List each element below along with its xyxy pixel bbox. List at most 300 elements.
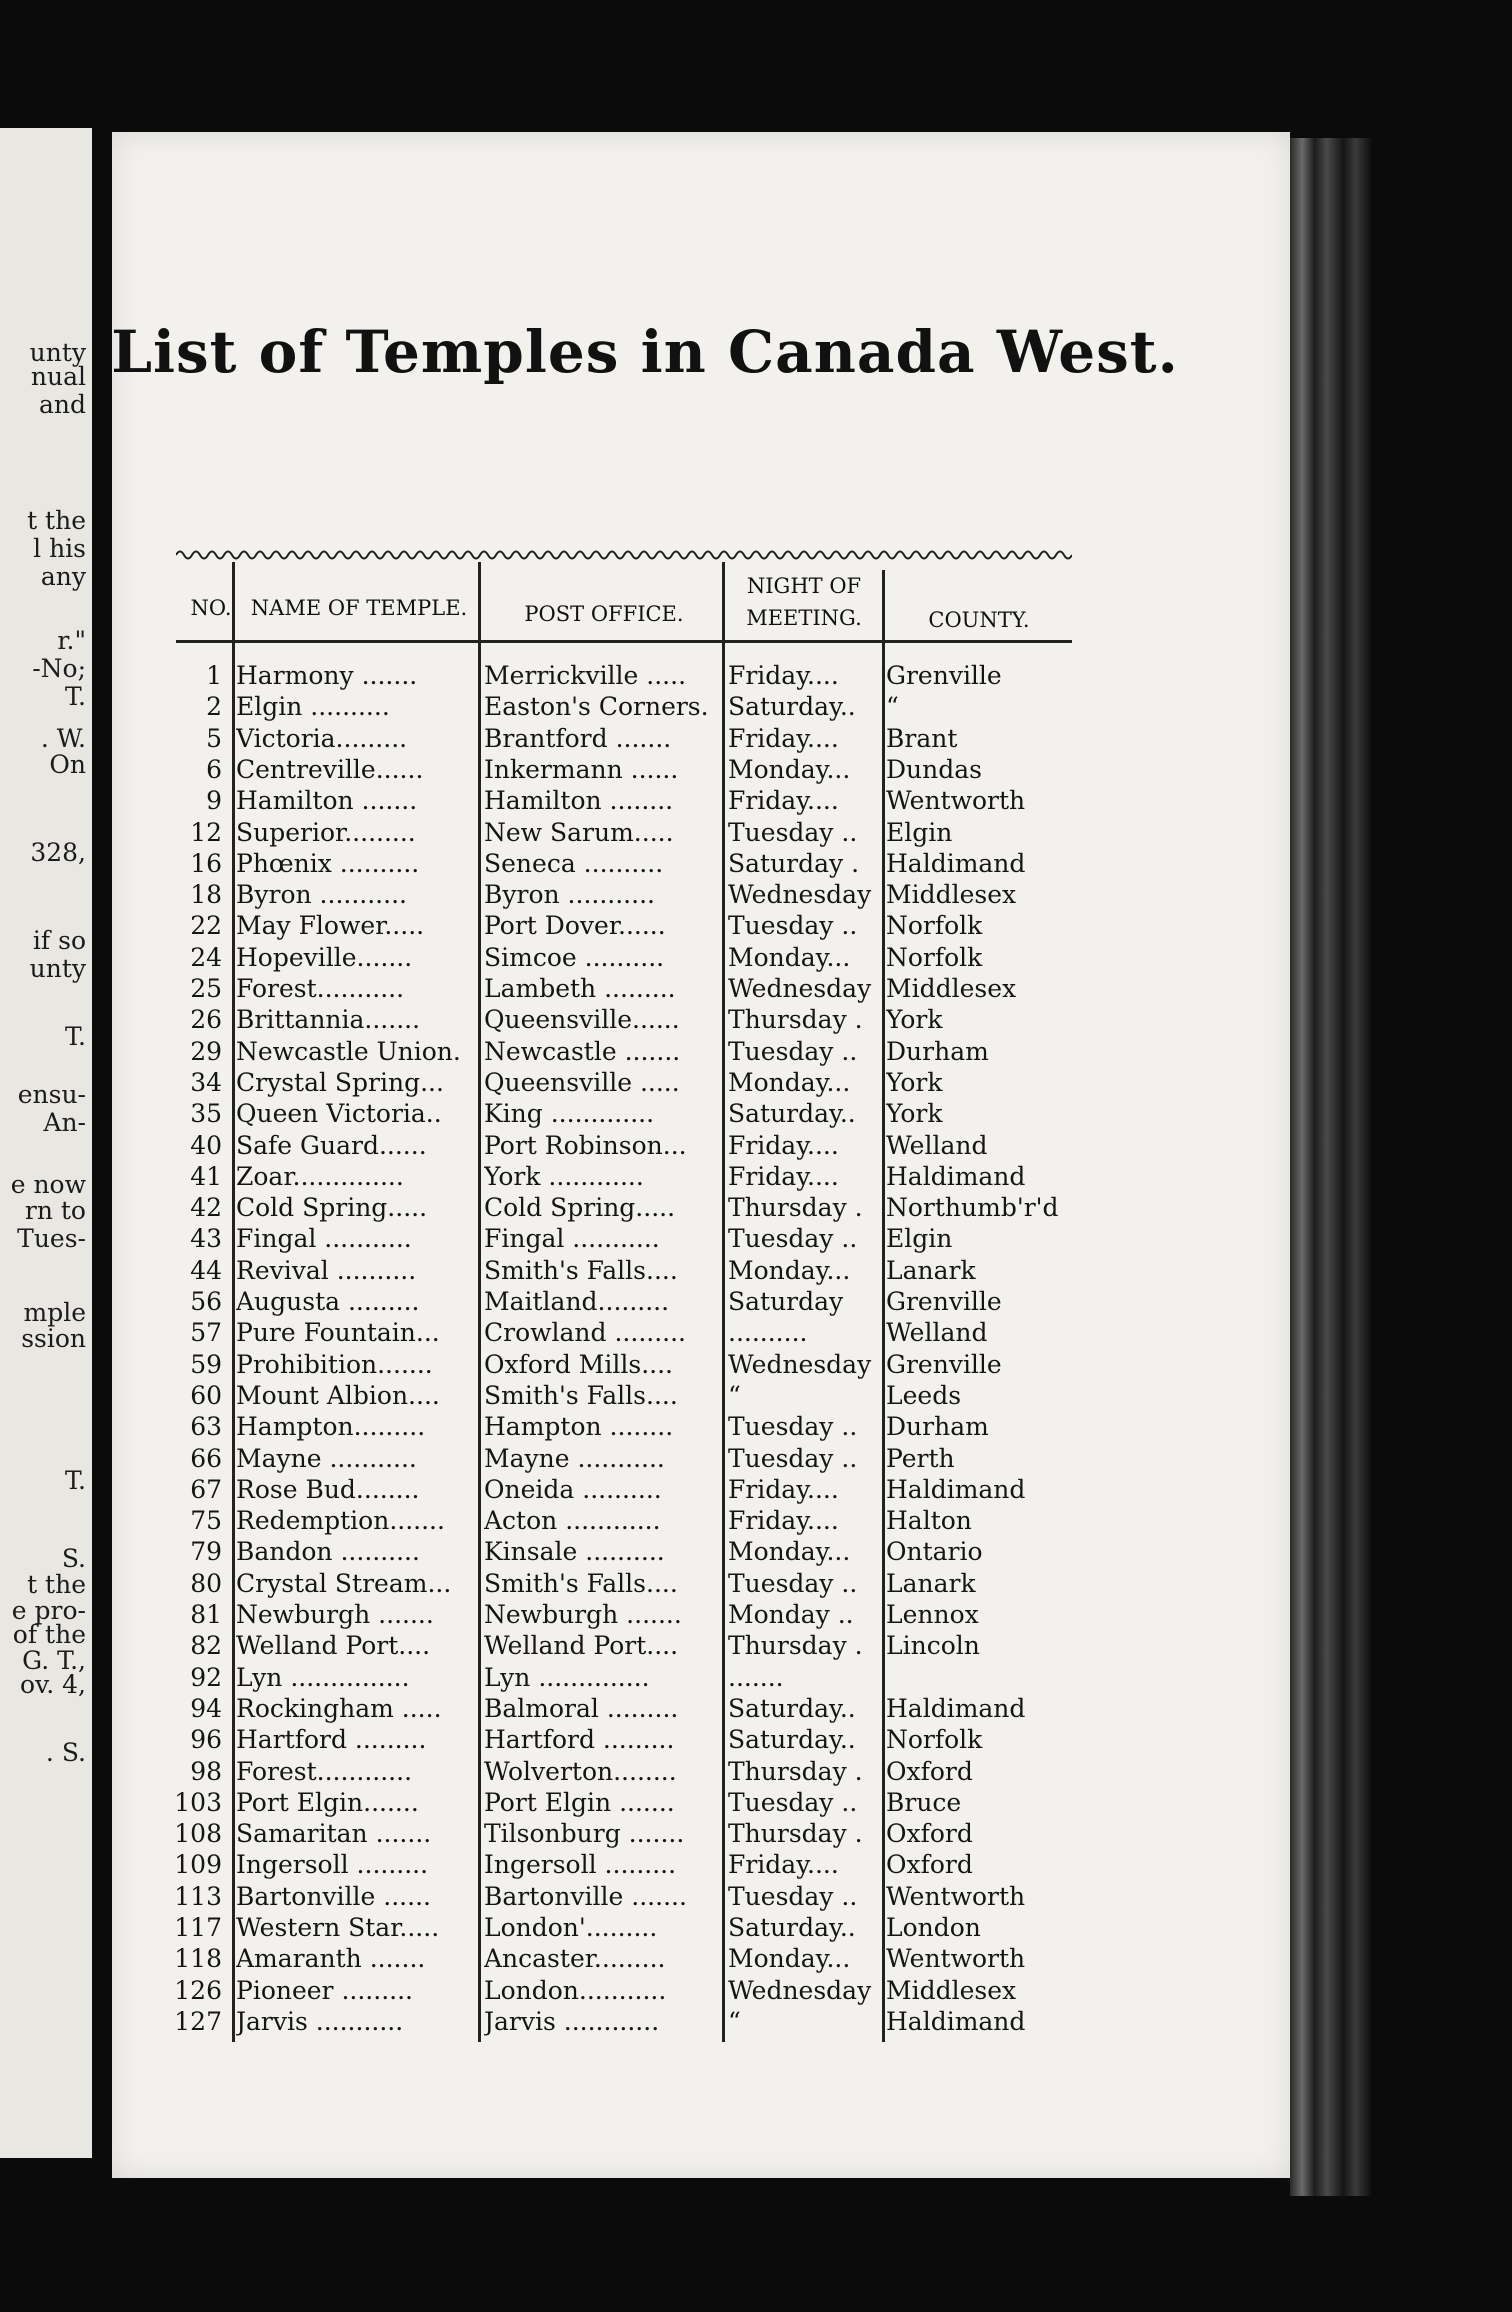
header-rule [176, 640, 1072, 643]
temple-name: Forest........... [236, 974, 405, 1003]
county: Lincoln [886, 1631, 980, 1661]
temple-number: 66 [190, 1443, 222, 1473]
temple-number: 60 [190, 1380, 222, 1410]
post-office: Bartonville ....... [484, 1881, 687, 1911]
temple-name: Safe Guard...... [236, 1130, 427, 1160]
temple-number: 98 [190, 1756, 222, 1786]
table-row [0, 660, 1300, 691]
table-row [0, 1536, 1300, 1567]
table-row [0, 942, 1300, 973]
county: Durham [886, 1412, 989, 1442]
table-row [0, 879, 1300, 910]
temple-number: 63 [190, 1412, 222, 1442]
temple-name: Samaritan ....... [236, 1819, 432, 1849]
meeting-night: Monday... [728, 754, 851, 784]
temple-number: 1 [206, 661, 222, 690]
temple-name: Rose Bud........ [236, 1474, 420, 1504]
temple-number: 24 [190, 942, 222, 972]
post-office: Newburgh ....... [484, 1600, 682, 1629]
left-page-text-line: 328, [30, 838, 86, 867]
post-office: Easton's Corners. [484, 692, 709, 722]
left-page-text-line: An- [43, 1108, 86, 1137]
meeting-night: Tuesday .. [728, 1443, 858, 1473]
meeting-night: Friday.... [728, 1474, 839, 1504]
table-row [0, 1130, 1300, 1161]
table-row [0, 1943, 1300, 1974]
temple-number: 81 [190, 1600, 222, 1629]
post-office: Seneca .......... [484, 848, 664, 878]
meeting-night: Tuesday .. [728, 1787, 858, 1817]
table-row [0, 1255, 1300, 1286]
temple-number: 5 [206, 723, 222, 753]
table-row [0, 1223, 1300, 1254]
left-page-text-line: T. [65, 1466, 86, 1495]
header-night-line1: NIGHT OF [746, 574, 862, 598]
left-page-text-line: T. [65, 1022, 86, 1051]
temple-name: Victoria......... [236, 723, 408, 753]
temple-number: 18 [190, 880, 222, 910]
post-office: Queensville ..... [484, 1067, 680, 1097]
table-row [0, 1787, 1300, 1818]
meeting-night: Friday.... [728, 1850, 839, 1880]
left-page-text-line: mple [23, 1298, 86, 1327]
temple-number: 2 [206, 692, 222, 722]
temple-name: May Flower..... [236, 911, 425, 941]
temple-number: 43 [190, 1224, 222, 1254]
county: Halton [886, 1506, 972, 1536]
temple-number: 44 [190, 1255, 222, 1285]
post-office: Byron ........... [484, 880, 655, 910]
temple-name: Newcastle Union. [236, 1036, 461, 1066]
post-office: Smith's Falls.... [484, 1568, 678, 1598]
left-page-text-line: unty [29, 954, 86, 983]
temple-number: 80 [190, 1568, 222, 1598]
meeting-night: Friday.... [728, 1130, 839, 1160]
post-office: Port Dover...... [484, 911, 666, 941]
left-page-text-line: any [40, 562, 86, 591]
meeting-night: Saturday.. [728, 1913, 856, 1942]
temple-number: 118 [174, 1944, 222, 1974]
header-night-line2: MEETING. [746, 606, 862, 630]
temple-name: Crystal Stream... [236, 1568, 452, 1598]
county: Norfolk [886, 911, 983, 941]
post-office: Lyn .............. [484, 1662, 650, 1692]
meeting-night: Tuesday .. [728, 817, 858, 847]
meeting-night: “ [728, 1380, 741, 1410]
post-office: London'......... [484, 1913, 658, 1942]
temple-name: Augusta ......... [236, 1287, 420, 1316]
left-page-text-line: r." [57, 626, 86, 655]
meeting-night: Monday... [728, 1067, 851, 1097]
temple-number: 96 [190, 1725, 222, 1755]
temple-name: Harmony ....... [236, 661, 418, 690]
table-row [0, 2006, 1300, 2037]
post-office: Crowland ......... [484, 1318, 687, 1348]
table-row [0, 1380, 1300, 1411]
post-office: Port Robinson... [484, 1130, 687, 1160]
post-office: Kinsale .......... [484, 1537, 665, 1567]
meeting-night: Saturday.. [728, 1693, 856, 1723]
county: York [886, 1005, 943, 1035]
county: Middlesex [886, 880, 1017, 910]
meeting-night: Tuesday .. [728, 1224, 858, 1254]
meeting-night: Saturday.. [728, 1725, 856, 1755]
county: Lanark [886, 1568, 976, 1598]
temple-number: 127 [174, 2006, 222, 2036]
meeting-night: Saturday.. [728, 1099, 856, 1129]
meeting-night: Saturday [728, 1287, 844, 1316]
meeting-night: Thursday . [728, 1193, 863, 1223]
temple-name: Mount Albion.... [236, 1380, 440, 1410]
county: Oxford [886, 1850, 973, 1880]
temple-number: 109 [174, 1850, 222, 1880]
temple-name: Queen Victoria.. [236, 1099, 442, 1129]
temple-number: 94 [190, 1693, 222, 1723]
table-row [0, 1596, 1300, 1630]
county: Middlesex [886, 974, 1017, 1003]
meeting-night: Thursday . [728, 1756, 863, 1786]
county: Welland [886, 1318, 988, 1348]
meeting-night: .......... [728, 1318, 808, 1348]
county: Norfolk [886, 1725, 983, 1755]
post-office: Tilsonburg ....... [484, 1819, 685, 1849]
table-row [0, 973, 1300, 1004]
meeting-night: Thursday . [728, 1819, 863, 1849]
temple-number: 103 [174, 1787, 222, 1817]
table-row [0, 785, 1300, 816]
page-title: List of Temples in Canada West. [111, 318, 1179, 386]
meeting-night: Saturday . [728, 848, 860, 878]
header-no: NO. [190, 596, 232, 620]
left-page-text-line: On [49, 750, 86, 779]
temple-number: 57 [190, 1318, 222, 1348]
temple-number: 16 [190, 848, 222, 878]
temple-number: 41 [190, 1161, 222, 1191]
meeting-night: Tuesday .. [728, 911, 858, 941]
temple-name: Port Elgin....... [236, 1787, 419, 1817]
county: Haldimand [886, 1693, 1026, 1723]
county: Dundas [886, 754, 982, 784]
table-row [0, 1098, 1300, 1129]
county: Elgin [886, 1224, 953, 1254]
post-office: Cold Spring..... [484, 1193, 676, 1223]
temple-name: Cold Spring..... [236, 1193, 428, 1223]
temple-number: 113 [174, 1881, 222, 1911]
county: Ontario [886, 1537, 983, 1567]
temple-name: Forest............ [236, 1756, 413, 1786]
temple-name: Amaranth ....... [236, 1944, 426, 1974]
post-office: Lambeth ......... [484, 974, 676, 1003]
post-office: New Sarum..... [484, 817, 674, 847]
temple-name: Rockingham ..... [236, 1693, 442, 1723]
county: Haldimand [886, 1161, 1026, 1191]
table-row [0, 1036, 1300, 1067]
table-row [0, 1349, 1300, 1380]
temple-name: Mayne ........... [236, 1443, 417, 1473]
post-office: Hamilton ........ [484, 786, 674, 816]
temple-name: Pure Fountain... [236, 1318, 440, 1348]
meeting-night: Monday... [728, 1255, 851, 1285]
temple-name: Hartford ......... [236, 1725, 427, 1755]
temple-name: Phœnix .......... [236, 848, 420, 878]
county: Welland [886, 1130, 988, 1160]
temple-number: 6 [206, 754, 222, 784]
county: “ [886, 692, 899, 722]
left-page-text-line: of the [12, 1620, 86, 1649]
temple-name: Centreville...... [236, 754, 424, 784]
post-office: Newcastle ....... [484, 1036, 681, 1066]
left-page-text-line: G. T., [22, 1646, 86, 1675]
left-page-text-line: e pro- [11, 1596, 86, 1625]
left-page-text-line: e now [10, 1170, 86, 1199]
temple-number: 12 [190, 817, 222, 847]
meeting-night: “ [728, 2006, 741, 2036]
table-row [0, 1004, 1300, 1035]
county: Wentworth [886, 786, 1026, 816]
county: Grenville [886, 661, 1002, 690]
meeting-night: Wednesday [728, 880, 872, 910]
post-office: Mayne ........... [484, 1443, 665, 1473]
meeting-night: Monday... [728, 1537, 851, 1567]
table-row [0, 1067, 1300, 1098]
temple-name: Elgin .......... [236, 692, 390, 722]
post-office: Balmoral ......... [484, 1693, 679, 1723]
post-office: Welland Port.... [484, 1631, 679, 1661]
meeting-night: Monday... [728, 1944, 851, 1974]
temple-number: 9 [206, 786, 222, 816]
left-page-text-line: nual [30, 362, 86, 391]
left-page-text-line: and [38, 390, 86, 419]
meeting-night: Friday.... [728, 786, 839, 816]
post-office: Smith's Falls.... [484, 1380, 678, 1410]
temple-name: Ingersoll ......... [236, 1850, 429, 1880]
temple-name: Prohibition....... [236, 1349, 433, 1379]
table-row [0, 1443, 1300, 1474]
county: Wentworth [886, 1944, 1026, 1974]
left-page-text-line: S. [61, 1544, 86, 1573]
county: Leeds [886, 1380, 962, 1410]
county: Grenville [886, 1349, 1002, 1379]
county: Lennox [886, 1600, 979, 1629]
county: York [886, 1067, 943, 1097]
temple-name: Byron ........... [236, 880, 407, 910]
county: Elgin [886, 817, 953, 847]
meeting-night: Wednesday [728, 1349, 872, 1379]
table-row [0, 1975, 1300, 2006]
temple-number: 92 [190, 1662, 222, 1692]
meeting-night: Tuesday .. [728, 1412, 858, 1442]
post-office: Ancaster......... [484, 1944, 666, 1974]
left-page-text-line: . S. [45, 1738, 86, 1767]
temple-name: Hopeville....... [236, 942, 413, 972]
post-office: York ............ [484, 1161, 644, 1191]
post-office: Jarvis ............ [484, 2006, 660, 2036]
meeting-night: Wednesday [728, 974, 872, 1003]
temple-name: Newburgh ....... [236, 1600, 434, 1629]
meeting-night: Tuesday .. [728, 1881, 858, 1911]
temple-name: Bartonville ...... [236, 1881, 431, 1911]
temple-number: 126 [174, 1975, 222, 2005]
temple-number: 56 [190, 1287, 222, 1316]
temple-name: Fingal ........... [236, 1224, 412, 1254]
temple-name: Hamilton ....... [236, 786, 418, 816]
table-row [0, 848, 1300, 879]
temple-name: Crystal Spring... [236, 1067, 444, 1097]
post-office: Wolverton........ [484, 1756, 677, 1786]
temple-number: 117 [174, 1913, 222, 1942]
table-row [0, 750, 1300, 785]
post-office: Inkermann ...... [484, 754, 679, 784]
county: Brant [886, 723, 958, 753]
county: Grenville [886, 1287, 1002, 1316]
temple-name: Pioneer ......... [236, 1975, 413, 2005]
temple-name: Brittannia....... [236, 1005, 421, 1035]
temple-number: 35 [190, 1099, 222, 1129]
meeting-night: Friday.... [728, 661, 839, 690]
county: Middlesex [886, 1975, 1017, 2005]
temple-name: Welland Port.... [236, 1631, 431, 1661]
county: Oxford [886, 1756, 973, 1786]
temple-name: Superior......... [236, 817, 416, 847]
post-office: Oxford Mills.... [484, 1349, 674, 1379]
temple-name: Zoar.............. [236, 1161, 404, 1191]
table-row [0, 1881, 1300, 1912]
meeting-night: Saturday.. [728, 692, 856, 722]
temple-number: 34 [190, 1067, 222, 1097]
left-page-text-line: T. [65, 682, 86, 711]
temple-number: 40 [190, 1130, 222, 1160]
table-row [0, 1505, 1300, 1536]
left-page-text-line: unty [29, 338, 86, 367]
temple-number: 25 [190, 974, 222, 1003]
meeting-night: Friday.... [728, 1506, 839, 1536]
table-row [0, 1818, 1300, 1849]
table-row [0, 910, 1300, 941]
table-row [0, 723, 1300, 754]
meeting-night: Tuesday .. [728, 1568, 858, 1598]
left-page-text-line: ssion [21, 1324, 86, 1353]
meeting-night: ....... [728, 1662, 784, 1692]
county: Perth [886, 1443, 955, 1473]
temple-number: 42 [190, 1193, 222, 1223]
left-page-text-line: rn to [24, 1196, 86, 1225]
table-row [0, 1474, 1300, 1505]
table-row [0, 1630, 1300, 1661]
temple-name: Hampton......... [236, 1412, 426, 1442]
post-office: Queensville...... [484, 1005, 680, 1035]
meeting-night: Monday... [728, 942, 851, 972]
meeting-night: Thursday . [728, 1005, 863, 1035]
temple-number: 79 [190, 1537, 222, 1567]
county: London [886, 1913, 981, 1942]
county: Haldimand [886, 2006, 1026, 2036]
county: Haldimand [886, 1474, 1026, 1504]
post-office: King ............. [484, 1099, 655, 1129]
post-office: Merrickville ..... [484, 661, 687, 690]
meeting-night: Thursday . [728, 1631, 863, 1661]
temple-number: 26 [190, 1005, 222, 1035]
left-page-text-line: t the [27, 1570, 86, 1599]
post-office: London........... [484, 1975, 667, 2005]
post-office: Maitland......... [484, 1287, 670, 1316]
post-office: Fingal ........... [484, 1224, 660, 1254]
meeting-night: Tuesday .. [728, 1036, 858, 1066]
table-row [0, 1161, 1300, 1192]
post-office: Oneida .......... [484, 1474, 662, 1504]
county: Bruce [886, 1787, 962, 1817]
temple-number: 67 [190, 1474, 222, 1504]
post-office: Hartford ......... [484, 1725, 675, 1755]
post-office: Hampton ........ [484, 1412, 674, 1442]
left-page-text-line: . W. [40, 724, 86, 753]
decorative-wavy-rule [176, 548, 1072, 562]
table-row [0, 1286, 1300, 1317]
temple-name: Revival .......... [236, 1255, 417, 1285]
post-office: Simcoe .......... [484, 942, 665, 972]
table-row [0, 1693, 1300, 1724]
temple-name: Western Star..... [236, 1913, 440, 1942]
left-page-text-line: Tues- [17, 1224, 86, 1253]
table-row [0, 1756, 1300, 1787]
meeting-night: Friday.... [728, 1161, 839, 1191]
county: Northumb'r'd [886, 1193, 1059, 1223]
county: Lanark [886, 1255, 976, 1285]
meeting-night: Friday.... [728, 723, 839, 753]
temple-name: Redemption....... [236, 1506, 445, 1536]
temple-name: Lyn ............... [236, 1662, 410, 1692]
header-post-office: POST OFFICE. [524, 602, 684, 626]
left-page-text-line: ensu- [17, 1080, 86, 1109]
county: Haldimand [886, 848, 1026, 878]
header-county: COUNTY. [928, 608, 1030, 632]
county: Norfolk [886, 942, 983, 972]
table-row [0, 691, 1300, 722]
temple-number: 22 [190, 911, 222, 941]
county: Wentworth [886, 1881, 1026, 1911]
book-binding-edge [1290, 138, 1372, 2196]
county: Durham [886, 1036, 989, 1066]
table-row [0, 1568, 1300, 1599]
table-row [0, 817, 1300, 848]
post-office: Acton ............ [484, 1506, 661, 1536]
table-row [0, 1662, 1300, 1693]
table-row [0, 1411, 1300, 1442]
temple-number: 29 [190, 1036, 222, 1066]
table-row [0, 1912, 1300, 1943]
post-office: Brantford ....... [484, 723, 672, 753]
table-row [0, 1724, 1300, 1755]
post-office: Ingersoll ......... [484, 1850, 677, 1880]
temple-number: 82 [190, 1631, 222, 1661]
meeting-night: Monday .. [728, 1600, 854, 1629]
county: Oxford [886, 1819, 973, 1849]
temple-number: 59 [190, 1349, 222, 1379]
temple-name: Jarvis ........... [236, 2006, 404, 2036]
left-page-text-line: -No; [32, 654, 86, 683]
left-page-text-line: if so [32, 926, 86, 955]
left-page-text-line: ov. 4, [20, 1670, 86, 1699]
table-row [0, 1849, 1300, 1880]
left-page-text-line: l his [33, 534, 86, 563]
table-row [0, 1192, 1300, 1223]
county: York [886, 1099, 943, 1129]
temple-number: 75 [190, 1506, 222, 1536]
table-row [0, 1317, 1300, 1348]
post-office: Smith's Falls.... [484, 1255, 678, 1285]
meeting-night: Wednesday [728, 1975, 872, 2005]
temple-number: 108 [174, 1819, 222, 1849]
temple-name: Bandon .......... [236, 1537, 420, 1567]
